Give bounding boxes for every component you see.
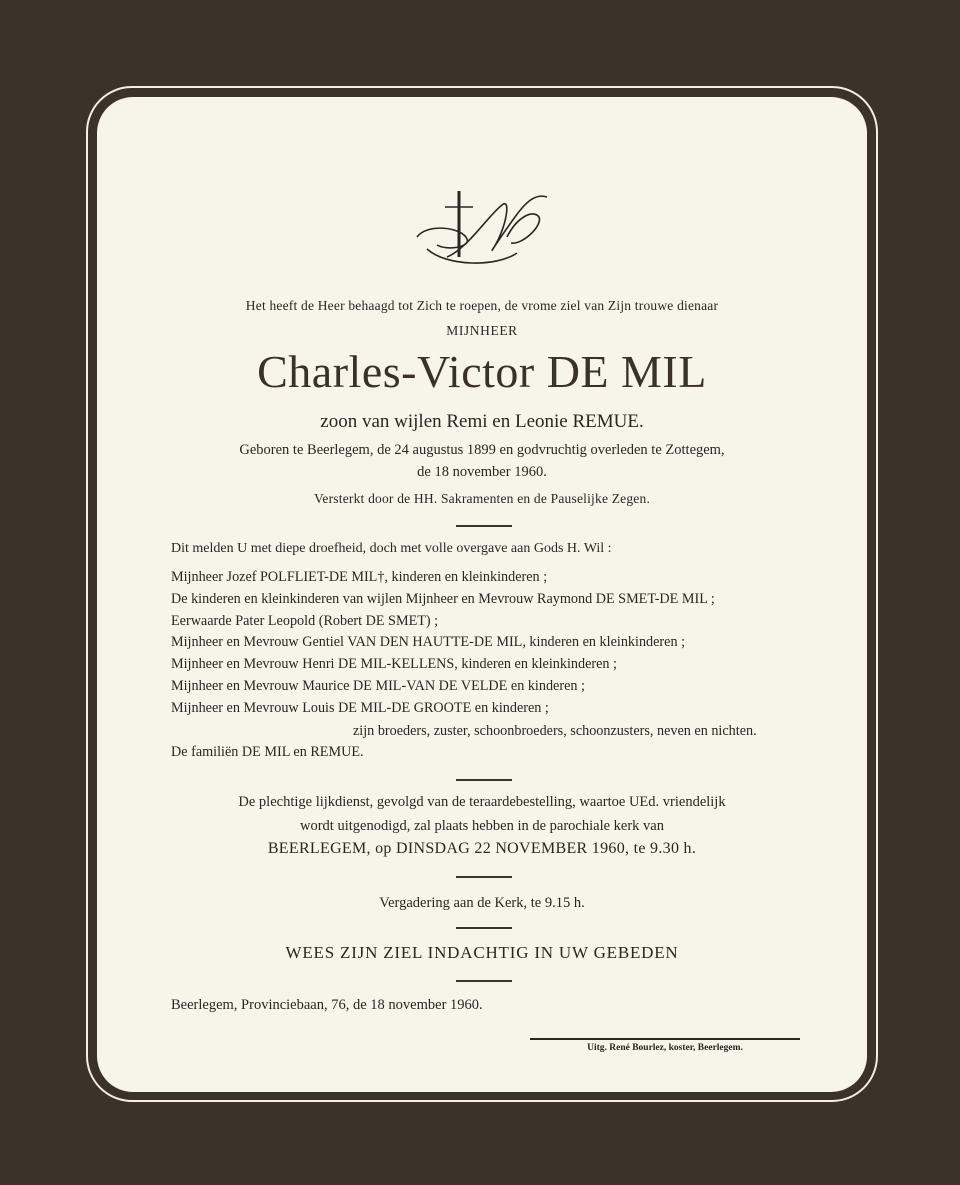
death-date-line: de 18 november 1960. xyxy=(417,464,547,480)
divider xyxy=(456,927,512,929)
divider xyxy=(456,525,512,527)
siblings-line: zijn broeders, zuster, schoonbroeders, schoonzusters, neven en nichten. xyxy=(353,723,757,739)
family-list xyxy=(171,567,811,720)
family-entry: Eerwaarde Pater Leopold (Robert DE SMET) ; xyxy=(171,612,439,629)
birth-death-line: Geboren te Beerlegem, de 24 augustus 1899 en godvruchtig overleden te Zottegem, xyxy=(239,442,725,458)
service-date-line: BEERLEGEM, op DINSDAG 22 NOVEMBER 1960, te 9.30 h. xyxy=(267,840,697,857)
parents-line: zoon van wijlen Remi en Leonie REMUE. xyxy=(320,411,644,432)
printer-credit: Uitg. René Bourlez, koster, Beerlegem. xyxy=(587,1043,743,1053)
prayer-line: WEES ZIJN ZIEL INDACHTIG IN UW GEBEDEN xyxy=(285,943,679,962)
cross-monogram-icon xyxy=(407,187,557,277)
divider xyxy=(456,980,512,982)
families-line: De familiën DE MIL en REMUE. xyxy=(171,744,364,760)
salutation: MIJNHEER xyxy=(446,323,518,338)
gathering-line: Vergadering aan de Kerk, te 9.15 h. xyxy=(379,895,585,911)
intro-text: Het heeft de Heer behaagd tot Zich te roepen, de vrome ziel van Zijn trouwe dienaar xyxy=(245,298,719,313)
family-entry: Mijnheer en Mevrouw Henri DE MIL-KELLENS, kinderen en kleinkinderen ; xyxy=(171,656,617,673)
address-line: Beerlegem, Provinciebaan, 76, de 18 november 1960. xyxy=(171,997,483,1013)
divider xyxy=(456,779,512,781)
service-line-1: De plechtige lijkdienst, gevolgd van de teraardebestelling, waartoe UEd. vriendelijk xyxy=(238,794,726,810)
family-entry: Mijnheer en Mevrouw Louis DE MIL-DE GROOTE en kinderen ; xyxy=(171,699,549,716)
announcement-intro: Dit melden U met diepe droefheid, doch met volle overgave aan Gods H. Wil : xyxy=(171,541,612,556)
service-line-2: wordt uitgenodigd, zal plaats hebben in de parochiale kerk van xyxy=(300,818,664,834)
divider xyxy=(456,876,512,878)
deceased-name: Charles-Victor DE MIL xyxy=(257,346,707,397)
printer-rule xyxy=(530,1038,800,1040)
family-entry: De kinderen en kleinkinderen van wijlen Mijnheer en Mevrouw Raymond DE SMET-DE MIL ; xyxy=(171,590,715,607)
family-entry: Mijnheer Jozef POLFLIET-DE MIL†, kinderen en kleinkinderen ; xyxy=(171,569,548,585)
memorial-card xyxy=(97,97,867,1092)
family-entry: Mijnheer en Mevrouw Maurice DE MIL-VAN DE VELDE en kinderen ; xyxy=(171,677,585,694)
family-entry: Mijnheer en Mevrouw Gentiel VAN DEN HAUTTE-DE MIL, kinderen en kleinkinderen ; xyxy=(171,634,686,651)
sacraments-line: Versterkt door de HH. Sakramenten en de Pauselijke Zegen. xyxy=(313,491,651,506)
